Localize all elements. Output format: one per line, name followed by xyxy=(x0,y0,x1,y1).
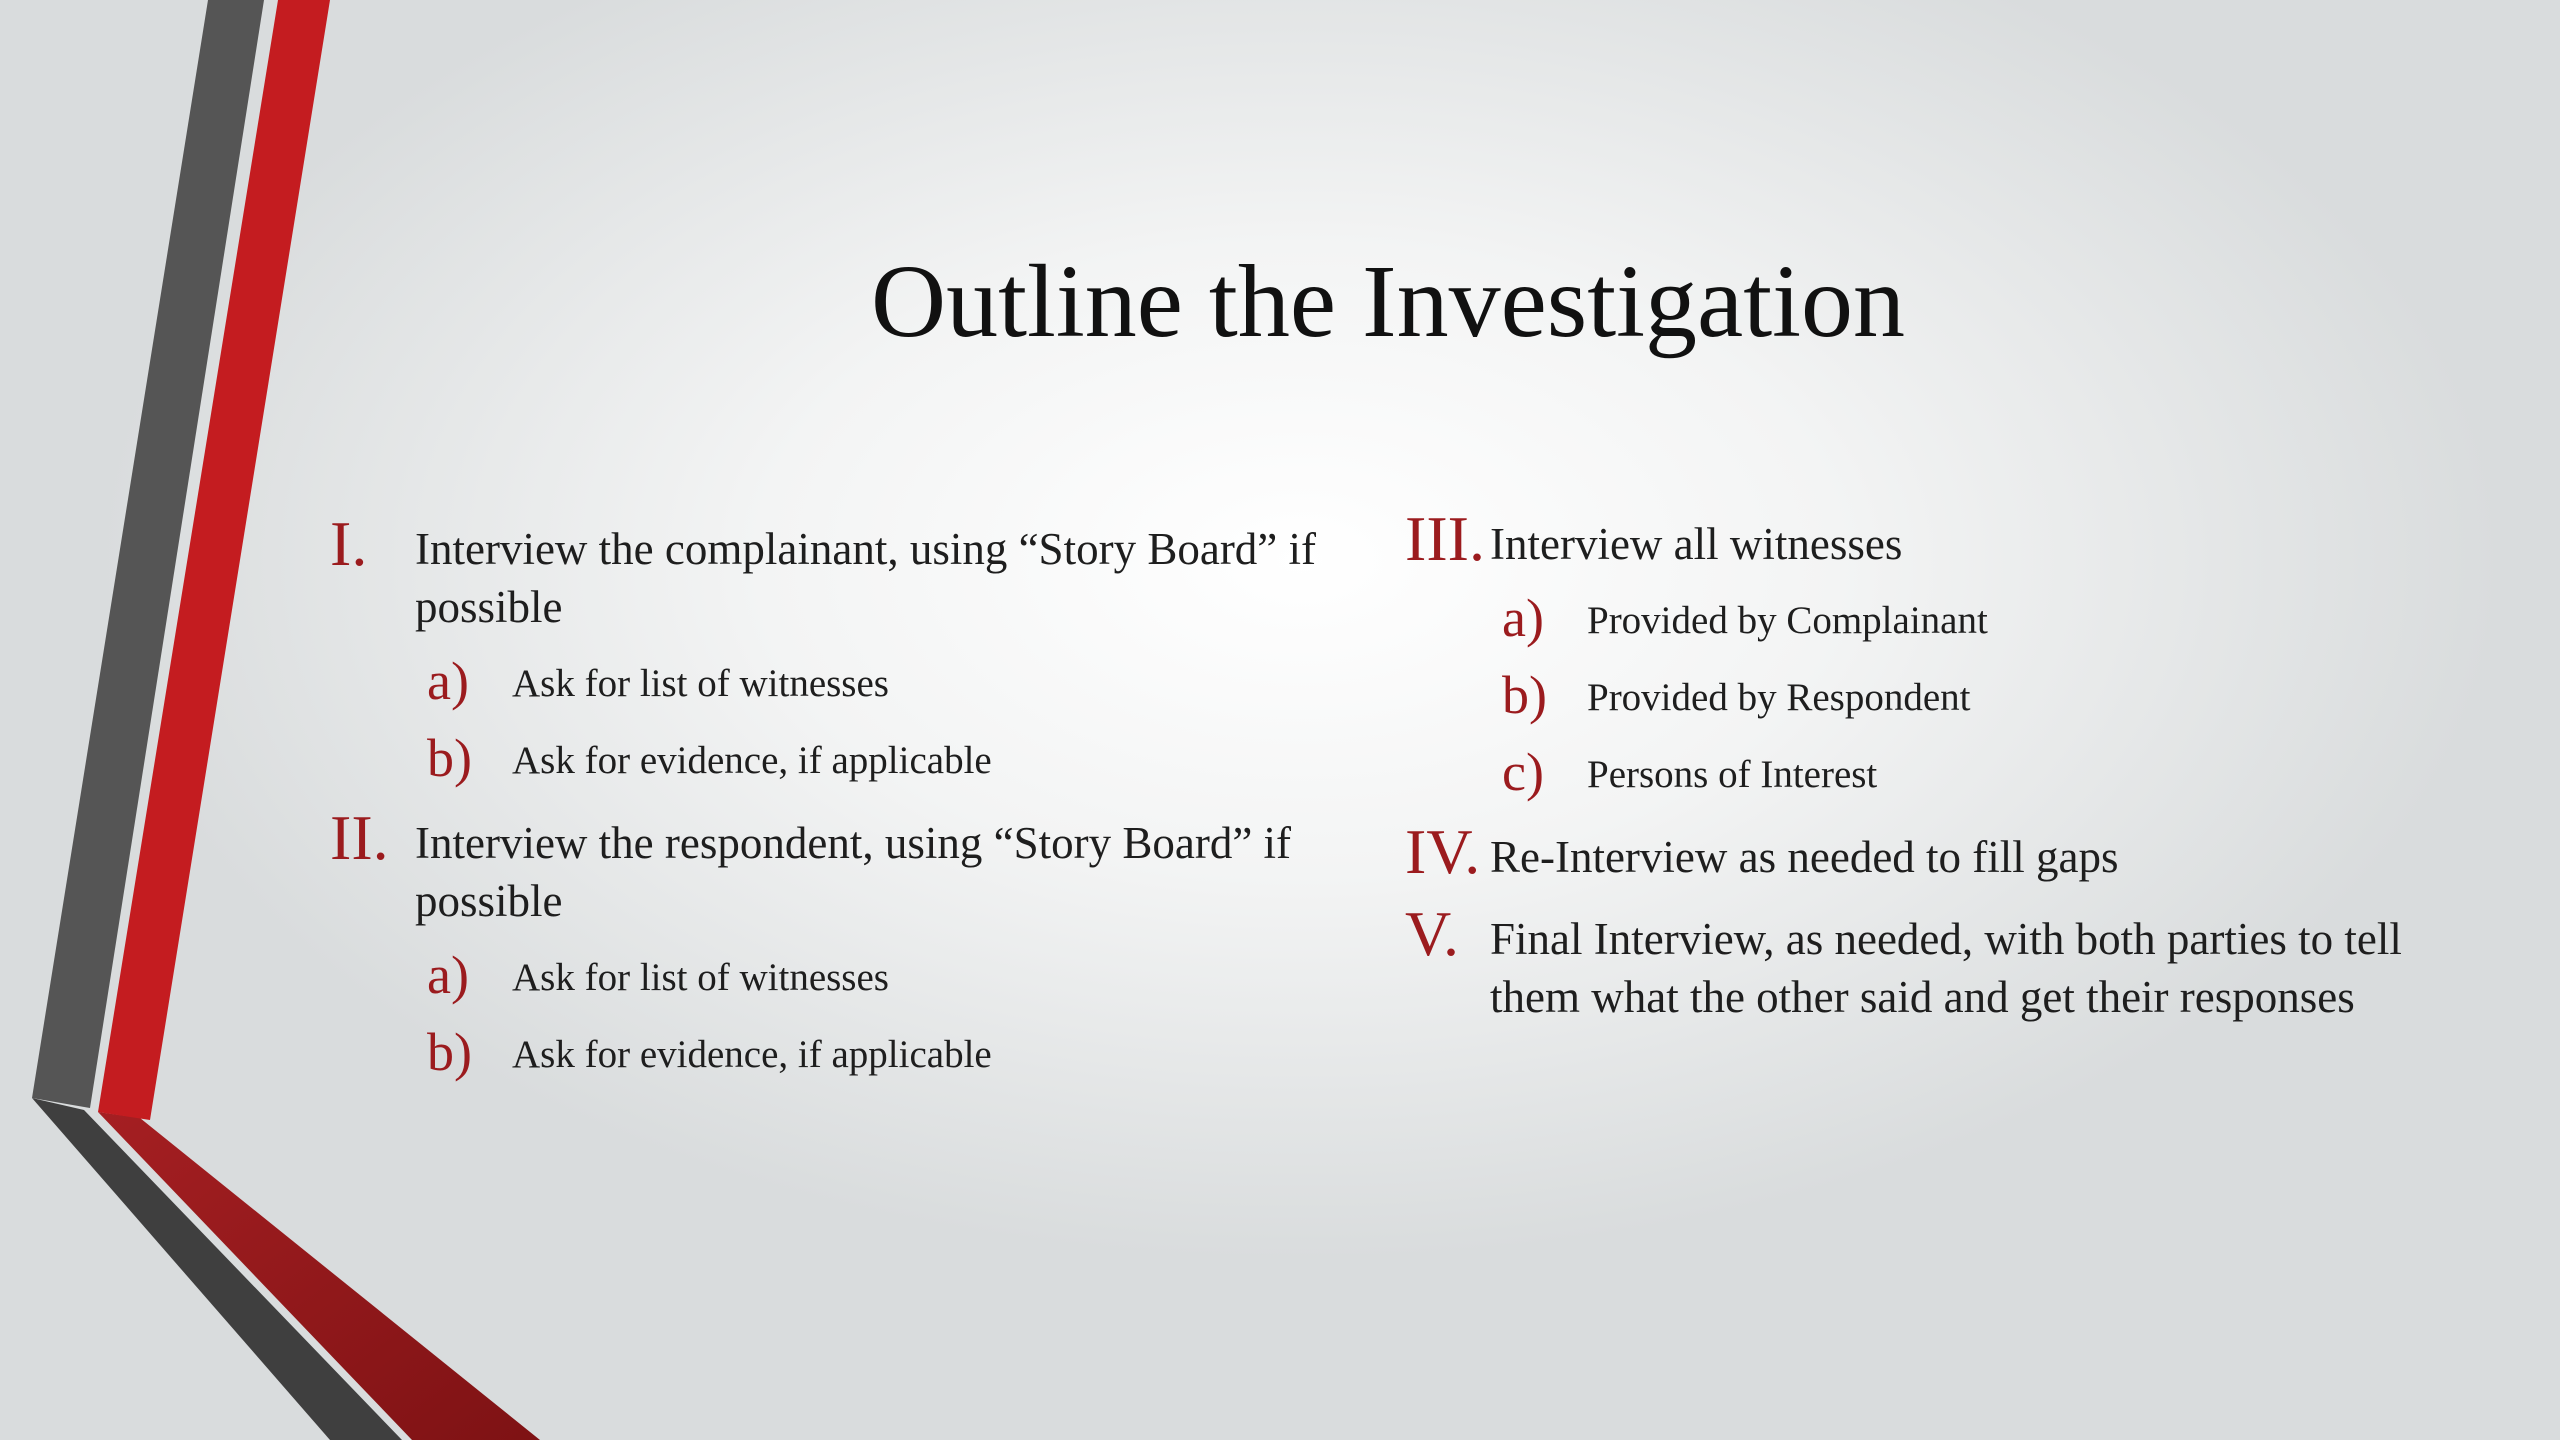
outline-item-text: Interview the respondent, using “Story Board” if possible xyxy=(415,818,1292,926)
sub-item-iii-a xyxy=(1405,588,2405,648)
outline-item-ii xyxy=(330,802,1330,930)
outline-item-i xyxy=(330,508,1330,636)
letter-marker: a) xyxy=(427,945,469,1005)
outline-item-text: Interview the complainant, using “Story Board” if possible xyxy=(415,524,1317,632)
left-outline-column xyxy=(330,508,1330,1108)
letter-marker: a) xyxy=(1502,588,1544,648)
sub-item-text: Provided by Complainant xyxy=(1587,599,1988,642)
roman-numeral-marker: IV. xyxy=(1405,816,1481,887)
roman-numeral-marker: I. xyxy=(330,508,368,579)
sub-item-iii-b xyxy=(1405,665,2405,725)
sub-item-ii-a xyxy=(330,945,1330,1005)
letter-marker: c) xyxy=(1502,742,1544,802)
letter-marker: b) xyxy=(427,1022,472,1082)
roman-numeral-marker: III. xyxy=(1405,503,1485,574)
roman-numeral-marker: V. xyxy=(1405,898,1459,969)
sub-item-i-b xyxy=(330,728,1330,788)
outline-item-iv xyxy=(1405,816,2405,887)
outline-item-v xyxy=(1405,898,2405,1026)
sub-item-ii-b xyxy=(330,1022,1330,1082)
sub-item-iii-c xyxy=(1405,742,2405,802)
letter-marker: b) xyxy=(427,728,472,788)
outline-item-text: Final Interview, as needed, with both parties to tell them what the other said and get their responses xyxy=(1490,914,2402,1022)
letter-marker: b) xyxy=(1502,665,1547,725)
slide-title: Outline the Investigation xyxy=(870,244,1905,359)
sub-item-i-a xyxy=(330,651,1330,711)
sub-item-text: Ask for list of witnesses xyxy=(512,662,889,705)
outline-item-iii xyxy=(1405,503,2405,574)
outline-item-text: Re-Interview as needed to fill gaps xyxy=(1490,832,2119,882)
gray-stripe-lower xyxy=(32,1098,402,1440)
roman-numeral-marker: II. xyxy=(330,802,389,873)
sub-item-text: Provided by Respondent xyxy=(1587,676,1971,719)
sub-item-text: Ask for evidence, if applicable xyxy=(512,739,992,782)
outline-item-text: Interview all witnesses xyxy=(1490,519,1903,569)
letter-marker: a) xyxy=(427,651,469,711)
sub-item-text: Persons of Interest xyxy=(1587,753,1878,796)
sub-item-text: Ask for list of witnesses xyxy=(512,956,889,999)
right-outline-column xyxy=(1405,503,2405,1050)
sub-item-text: Ask for evidence, if applicable xyxy=(512,1033,992,1076)
